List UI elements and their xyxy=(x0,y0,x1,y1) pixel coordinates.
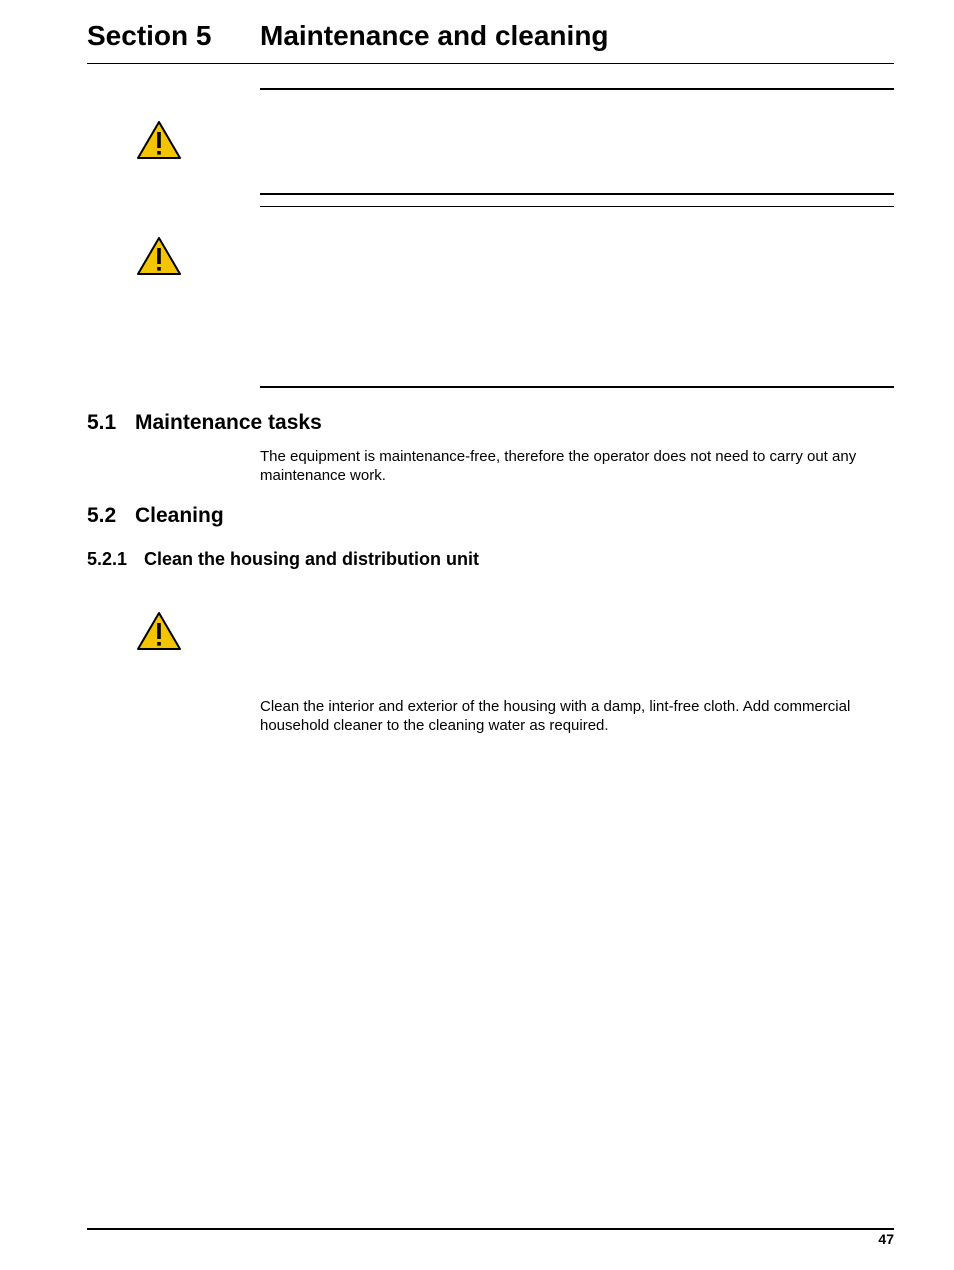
heading-number: 5.2 xyxy=(87,504,117,527)
section-title xyxy=(87,20,609,52)
heading-maintenance-tasks xyxy=(87,411,322,435)
clean-housing-paragraph: Clean the interior and exterior of the housing with a damp, lint-free cloth. Add commercial household cleaner to the cleaning water as required. xyxy=(260,698,851,734)
warning-block-2-top-rule xyxy=(260,206,894,207)
section-title-rule xyxy=(87,63,894,64)
page-number: 47 xyxy=(878,1231,894,1247)
heading-number: 5.2.1 xyxy=(87,549,128,569)
heading-number: 5.1 xyxy=(87,411,117,434)
heading-text: Clean the housing and distribution unit xyxy=(144,549,479,569)
warning-triangle-icon xyxy=(136,611,182,651)
warning-triangle-icon xyxy=(136,120,182,160)
footer-rule xyxy=(87,1228,894,1230)
section-title-text: Maintenance and cleaning xyxy=(260,20,609,51)
warning-triangle-icon xyxy=(136,236,182,276)
section-number: Section 5 xyxy=(87,20,212,51)
warning-block-2-bottom-rule xyxy=(260,386,894,388)
heading-text: Cleaning xyxy=(135,504,224,527)
heading-cleaning xyxy=(87,504,224,528)
warning-block-1-bottom-rule xyxy=(260,193,894,195)
maintenance-paragraph: The equipment is maintenance-free, therefore the operator does not need to carry out any maintenance work. xyxy=(260,448,857,484)
heading-clean-housing xyxy=(87,549,479,570)
heading-text: Maintenance tasks xyxy=(135,411,322,434)
warning-block-1-top-rule xyxy=(260,88,894,90)
